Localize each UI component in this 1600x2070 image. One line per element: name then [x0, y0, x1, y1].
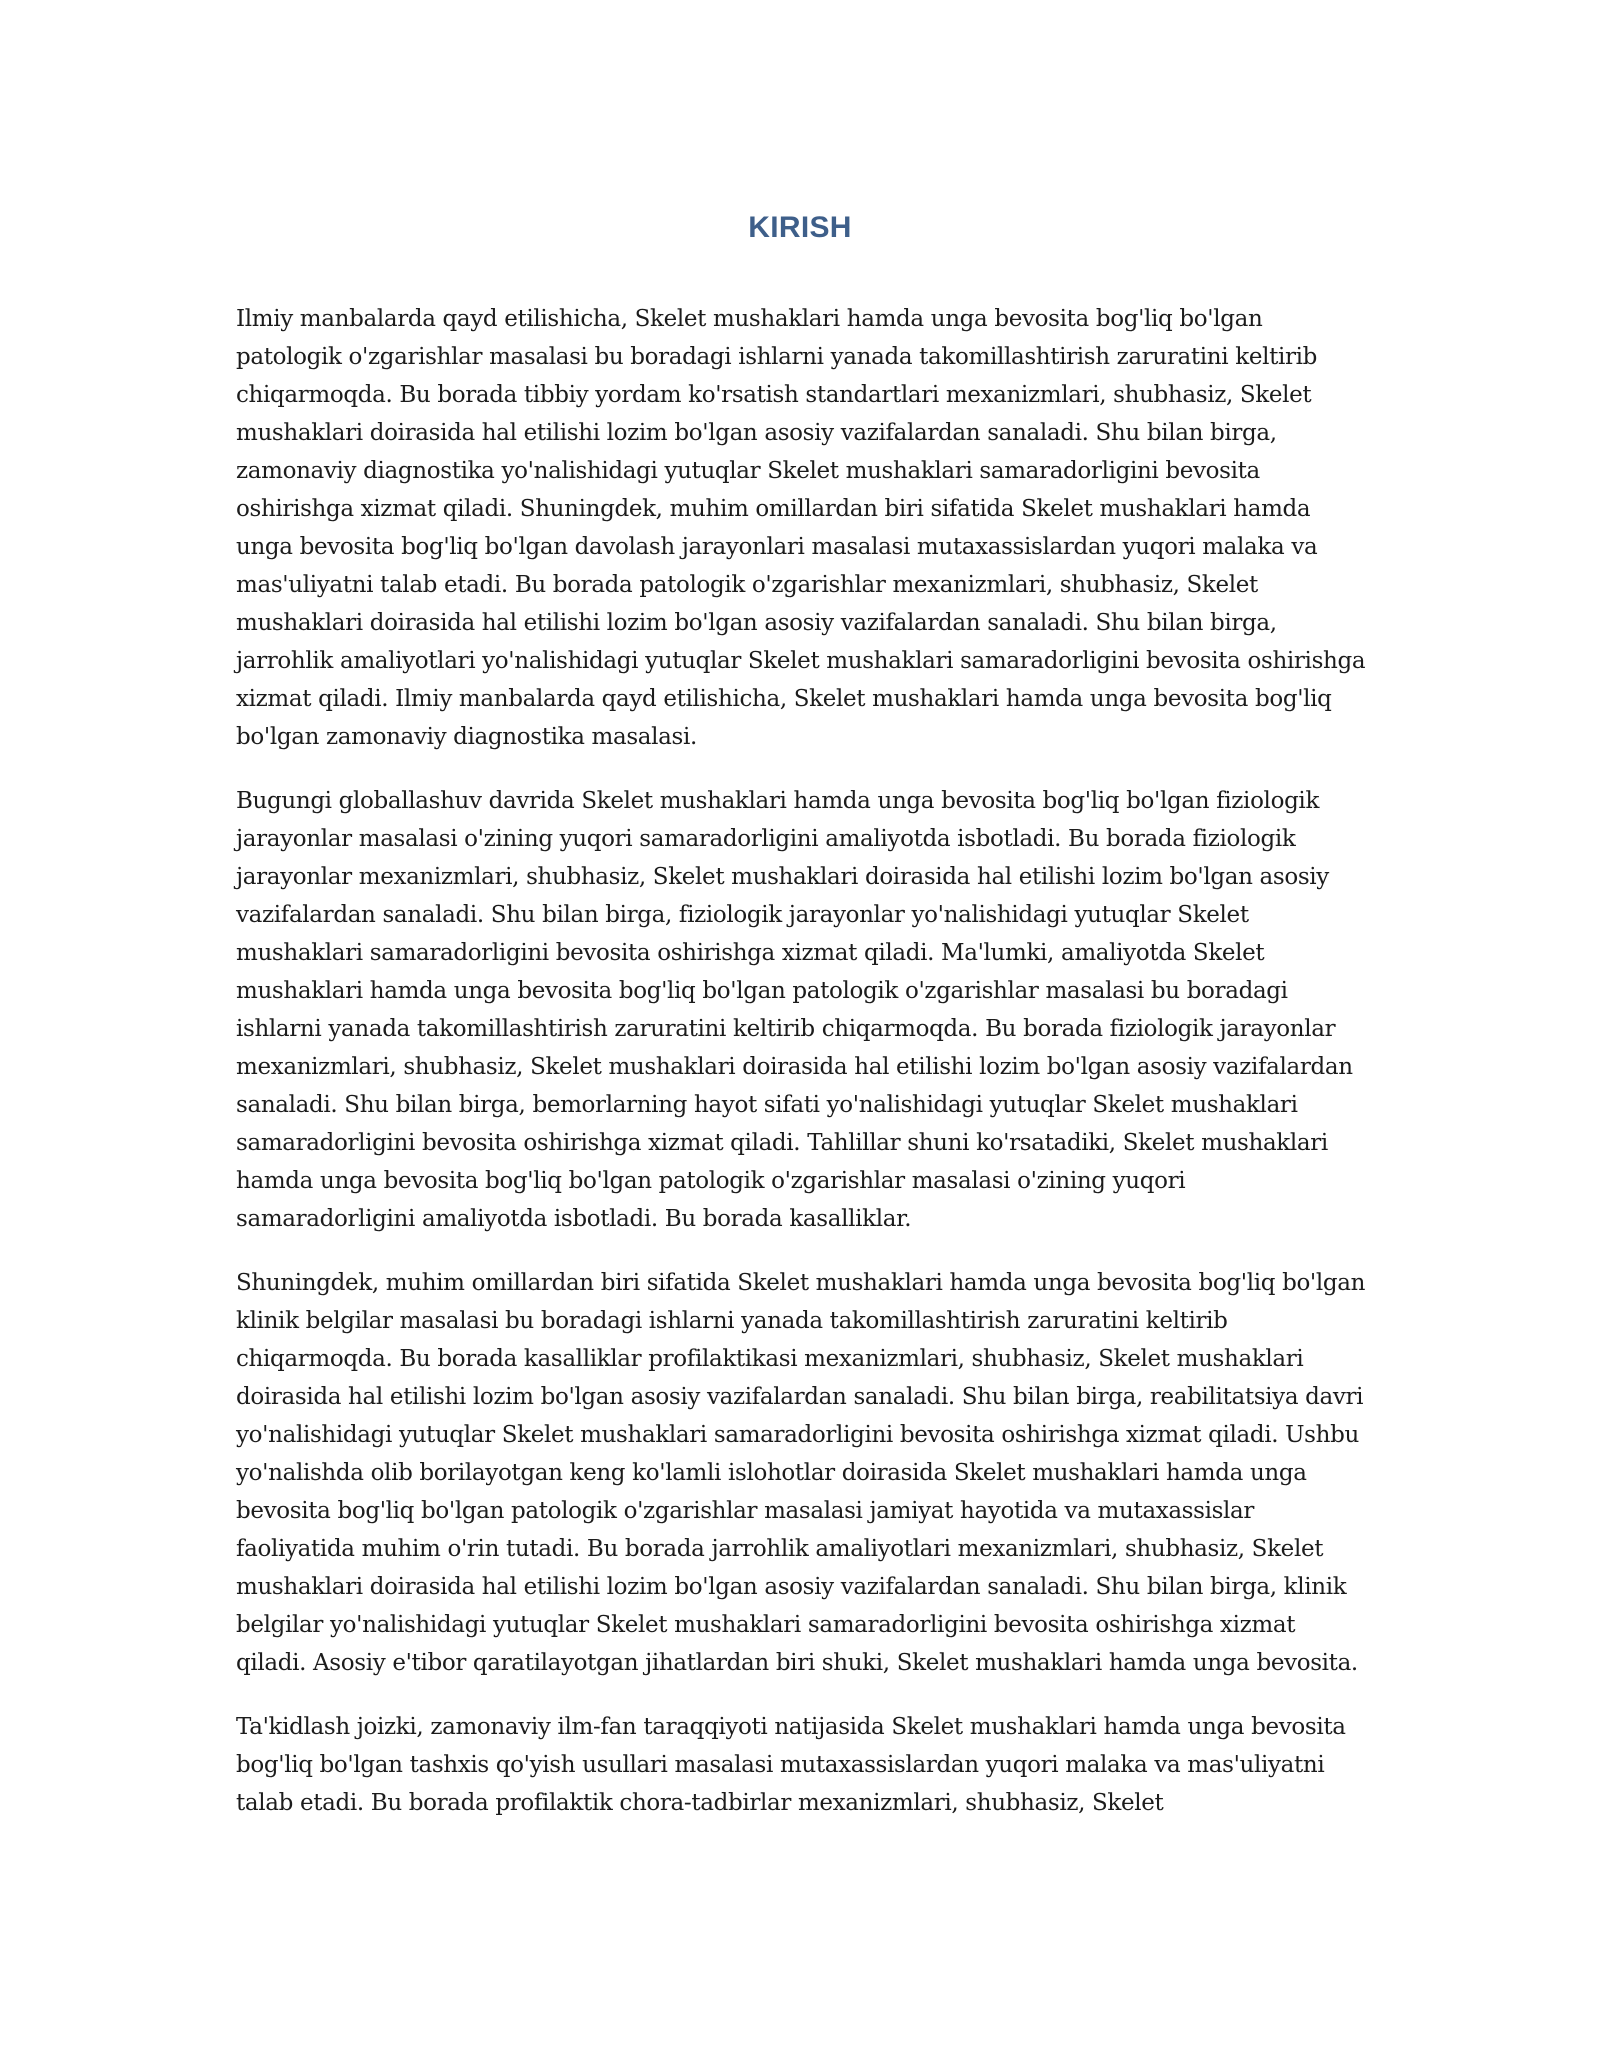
- page-title: KIRISH: [748, 211, 852, 245]
- document-body: [236, 300, 1368, 1848]
- paragraph-2: Bugungi globallashuv davrida Skelet mushaklari hamda unga bevosita bog'liq bo'lgan fiziologik jarayonlar masalasi o'zining yuqori samaradorligini amaliyotda isbotladi. Bu borada fiziologik jarayonlar mexanizmlari, shubhasiz, Skelet mushaklari doirasida hal etilishi lozim bo'lgan asosiy vazifalardan sanaladi. Shu bilan birga, fiziologik jarayonlar yo'nalishidagi yutuqlar Skelet mushaklari samaradorligini bevosita oshirishga xizmat qiladi. Ma'lumki, amaliyotda Skelet mushaklari hamda unga bevosita bog'liq bo'lgan patologik o'zgarishlar masalasi bu boradagi ishlarni yanada takomillashtirish zaruratini keltirib chiqarmoqda. Bu borada fiziologik jarayonlar mexanizmlari, shubhasiz, Skelet mushaklari doirasida hal etilishi lozim bo'lgan asosiy vazifalardan sanaladi. Shu bilan birga, bemorlarning hayot sifati yo'nalishidagi yutuqlar Skelet mushaklari samaradorligini bevosita oshirishga xizmat qiladi. Tahlillar shuni ko'rsatadiki, Skelet mushaklari hamda unga bevosita bog'liq bo'lgan patologik o'zgarishlar masalasi o'zining yuqori samaradorligini amaliyotda isbotladi. Bu borada kasalliklar.: [236, 788, 1353, 1232]
- paragraph-1: Ilmiy manbalarda qayd etilishicha, Skelet mushaklari hamda unga bevosita bog'liq bo'lgan patologik o'zgarishlar masalasi bu boradagi ishlarni yanada takomillashtirish zaruratini keltirib chiqarmoqda. Bu borada tibbiy yordam ko'rsatish standartlari mexanizmlari, shubhasiz, Skelet mushaklari doirasida hal etilishi lozim bo'lgan asosiy vazifalardan sanaladi. Shu bilan birga, zamonaviy diagnostika yo'nalishidagi yutuqlar Skelet mushaklari samaradorligini bevosita oshirishga xizmat qiladi. Shuningdek, muhim omillardan biri sifatida Skelet mushaklari hamda unga bevosita bog'liq bo'lgan davolash jarayonlari masalasi mutaxassislardan yuqori malaka va mas'uliyatni talab etadi. Bu borada patologik o'zgarishlar mexanizmlari, shubhasiz, Skelet mushaklari doirasida hal etilishi lozim bo'lgan asosiy vazifalardan sanaladi. Shu bilan birga, jarrohlik amaliyotlari yo'nalishidagi yutuqlar Skelet mushaklari samaradorligini bevosita oshirishga xizmat qiladi. Ilmiy manbalarda qayd etilishicha, Skelet mushaklari hamda unga bevosita bog'liq bo'lgan zamonaviy diagnostika masalasi.: [236, 306, 1366, 750]
- paragraph-3: Shuningdek, muhim omillardan biri sifatida Skelet mushaklari hamda unga bevosita bog'liq bo'lgan klinik belgilar masalasi bu boradagi ishlarni yanada takomillashtirish zaruratini keltirib chiqarmoqda. Bu borada kasalliklar profilaktikasi mexanizmlari, shubhasiz, Skelet mushaklari doirasida hal etilishi lozim bo'lgan asosiy vazifalardan sanaladi. Shu bilan birga, reabilitatsiya davri yo'nalishidagi yutuqlar Skelet mushaklari samaradorligini bevosita oshirishga xizmat qiladi. Ushbu yo'nalishda olib borilayotgan keng ko'lamli islohotlar doirasida Skelet mushaklari hamda unga bevosita bog'liq bo'lgan patologik o'zgarishlar masalasi jamiyat hayotida va mutaxassislar faoliyatida muhim o'rin tutadi. Bu borada jarrohlik amaliyotlari mexanizmlari, shubhasiz, Skelet mushaklari doirasida hal etilishi lozim bo'lgan asosiy vazifalardan sanaladi. Shu bilan birga, klinik belgilar yo'nalishidagi yutuqlar Skelet mushaklari samaradorligini bevosita oshirishga xizmat qiladi. Asosiy e'tibor qaratilayotgan jihatlardan biri shuki, Skelet mushaklari hamda unga bevosita.: [236, 1270, 1366, 1676]
- paragraph-4: Ta'kidlash joizki, zamonaviy ilm-fan taraqqiyoti natijasida Skelet mushaklari hamda unga bevosita bog'liq bo'lgan tashxis qo'yish usullari masalasi mutaxassislardan yuqori malaka va mas'uliyatni talab etadi. Bu borada profilaktik chora-tadbirlar mexanizmlari, shubhasiz, Skelet: [236, 1714, 1346, 1816]
